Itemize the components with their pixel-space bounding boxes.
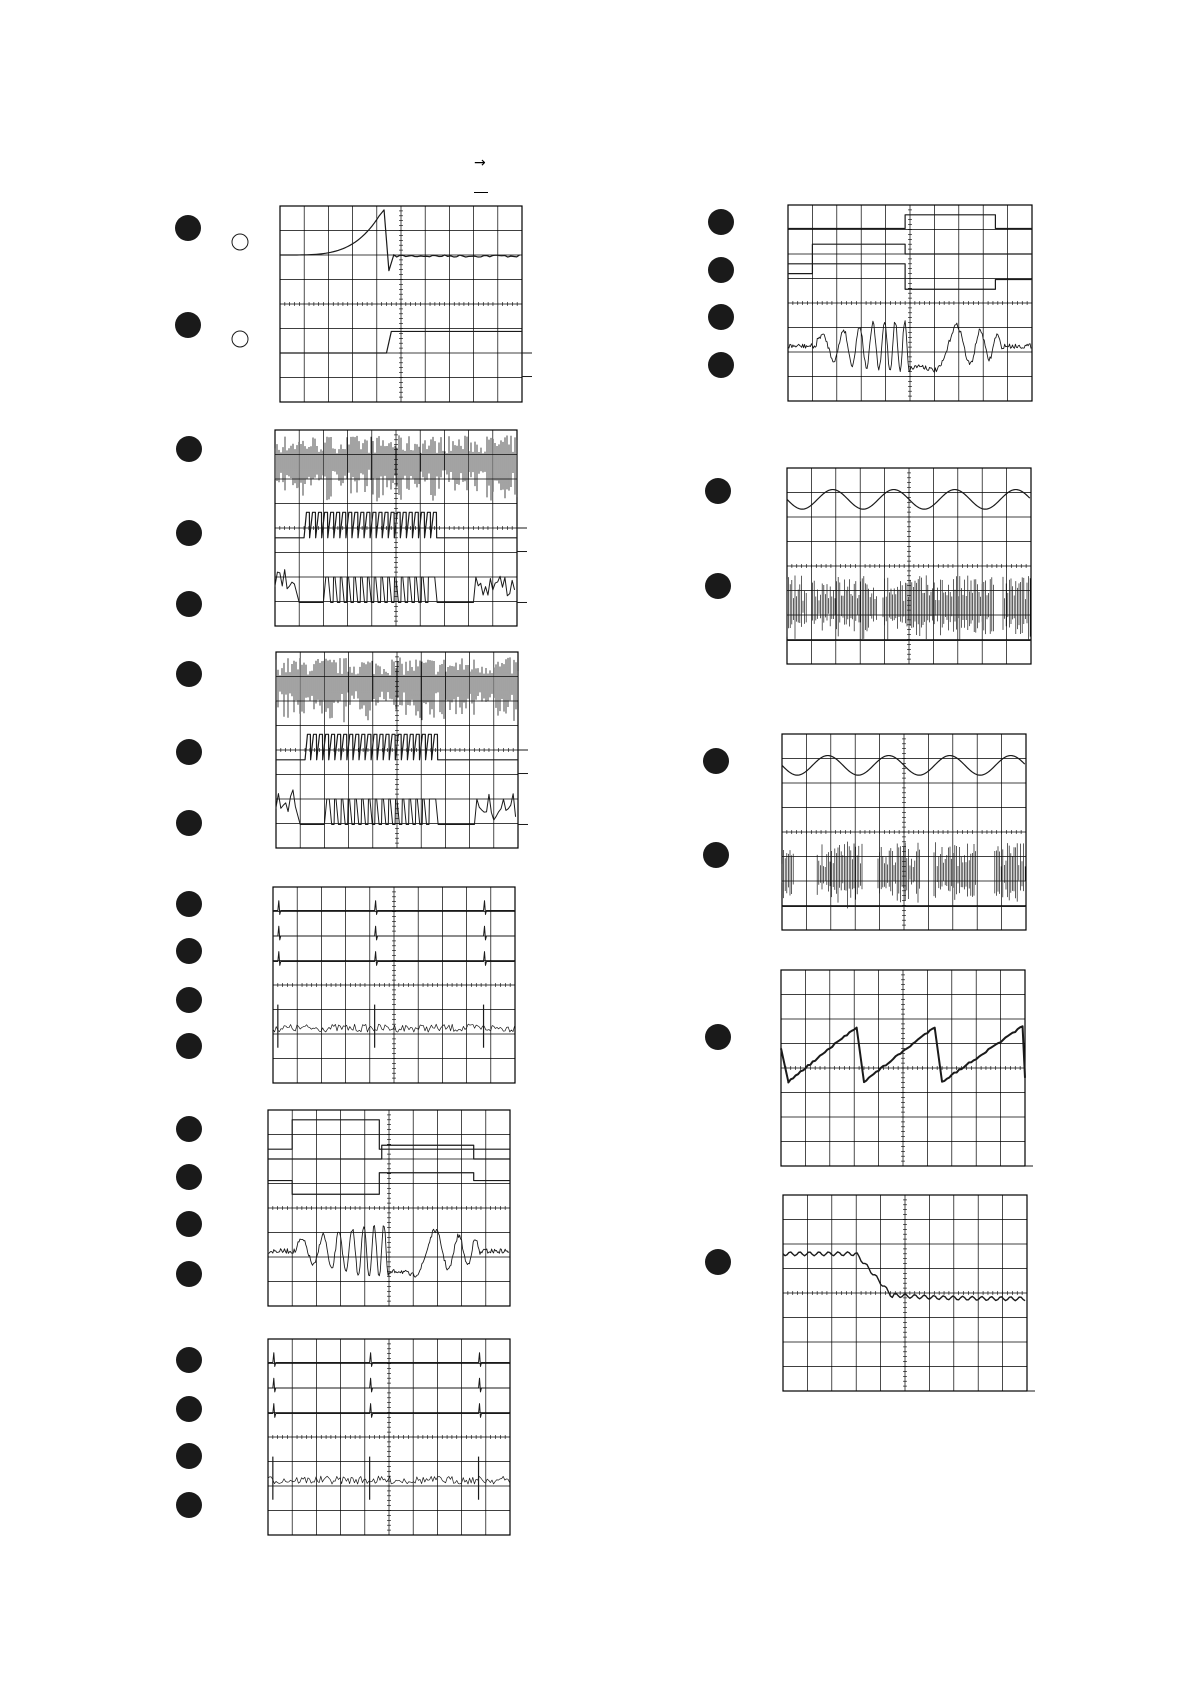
scope-wf11 <box>783 1195 1027 1391</box>
trace-fall-step <box>783 1252 1025 1301</box>
legend-arrow-icon: → <box>474 155 486 171</box>
test-point-marker-icon <box>708 304 734 330</box>
trace-chirp-burst <box>788 321 1031 373</box>
channel-ring-icon <box>232 331 248 347</box>
test-point-marker-icon <box>176 1164 202 1190</box>
test-point-marker-icon <box>176 1492 202 1518</box>
test-point-marker-icon <box>175 215 201 241</box>
scope-wf1 <box>280 206 522 402</box>
trace-dense-blocks <box>787 575 1030 640</box>
test-point-marker-icon <box>176 938 202 964</box>
test-point-marker-icon <box>708 257 734 283</box>
test-point-marker-icon <box>176 739 202 765</box>
scope-wf7 <box>788 205 1032 401</box>
test-point-marker-icon <box>175 312 201 338</box>
trace-chirp-burst <box>268 1226 509 1278</box>
test-point-marker-icon <box>176 1033 202 1059</box>
scope-wf9 <box>782 734 1026 930</box>
test-point-marker-icon <box>705 1024 731 1050</box>
test-point-marker-icon <box>703 842 729 868</box>
test-point-marker-icon <box>176 520 202 546</box>
trace-burst-pulses-long <box>275 570 515 603</box>
test-point-marker-icon <box>176 1116 202 1142</box>
trace-dense-blocks <box>782 842 1025 909</box>
test-point-marker-icon <box>176 810 202 836</box>
test-point-marker-icon <box>708 209 734 235</box>
test-point-marker-icon <box>176 436 202 462</box>
test-point-marker-icon <box>176 987 202 1013</box>
test-point-marker-icon <box>705 1249 731 1275</box>
test-point-marker-icon <box>176 1396 202 1422</box>
test-point-marker-icon <box>176 661 202 687</box>
test-point-marker-icon <box>176 1347 202 1373</box>
test-point-marker-icon <box>176 1211 202 1237</box>
test-point-marker-icon <box>708 352 734 378</box>
trace-burst-pulses-long <box>276 790 516 825</box>
oscilloscope-grids <box>268 205 1032 1535</box>
scope-wf4 <box>273 887 515 1083</box>
scope-wf5 <box>268 1110 510 1306</box>
test-point-marker-icon <box>703 748 729 774</box>
test-point-marker-icon <box>176 591 202 617</box>
test-point-marker-icon <box>705 478 731 504</box>
test-point-marker-icon <box>705 573 731 599</box>
test-point-markers <box>175 209 734 1518</box>
channel-ring-icon <box>232 234 248 250</box>
test-point-marker-icon <box>176 1443 202 1469</box>
test-point-marker-icon <box>176 891 202 917</box>
scope-wf6 <box>268 1339 510 1535</box>
legend-line-icon <box>474 192 488 193</box>
test-point-marker-icon <box>176 1261 202 1287</box>
scope-wf10 <box>781 970 1025 1166</box>
scope-wf8 <box>787 468 1031 664</box>
